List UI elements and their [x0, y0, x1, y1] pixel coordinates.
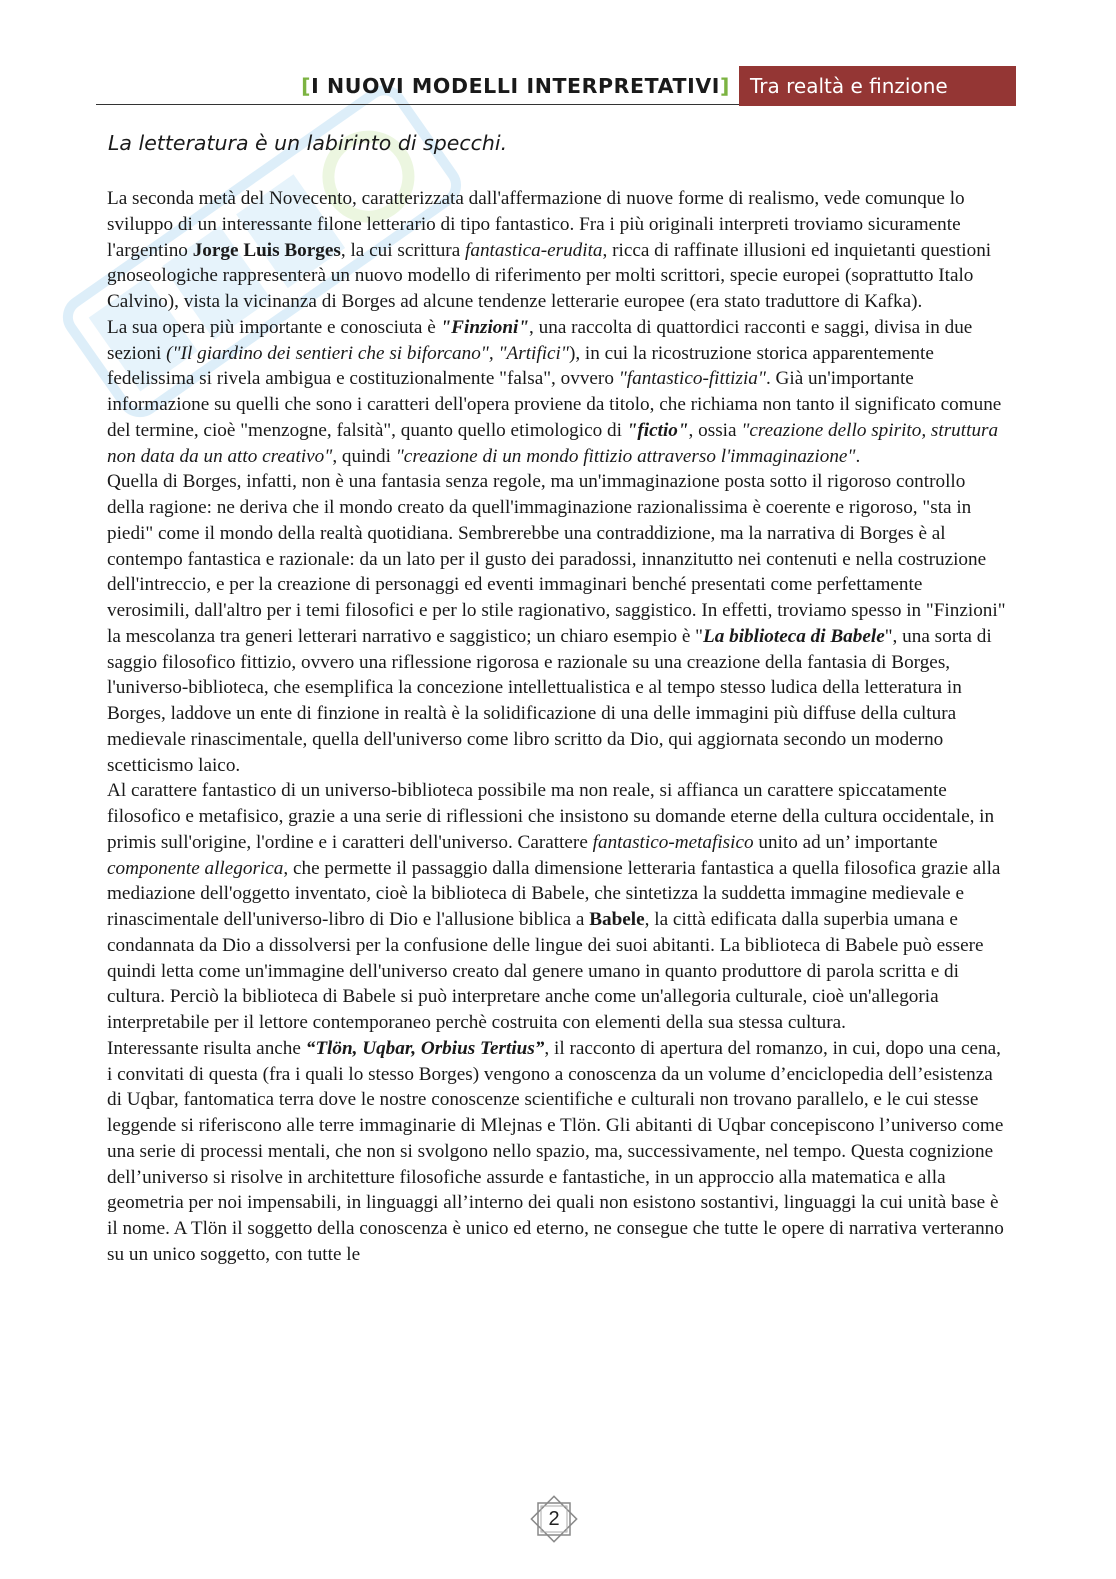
bracket-open: [	[301, 74, 312, 98]
text-run: . Già un'importante informazione su quelli che sono i caratteri dell'opera proviene da titolo, che richiama non tanto il significato comune del termine, cioè "menzogne, falsità", quanto quello etimologico di	[107, 368, 1002, 441]
text-run: componente allegorica	[107, 857, 284, 879]
text-run: fantastico-metafisico	[592, 831, 754, 853]
body-paragraph	[107, 1036, 1007, 1268]
text-run: La seconda metà del Novecento, caratterizzata dall'affermazione di nuove forme di realismo, vede comunque lo sviluppo di un interessante filone letterario di tipo fantastico. Fra i più originali interpreti troviamo sicuramente l'argentino	[107, 188, 965, 261]
text-run: , la città edificata dalla superbia umana e condannata da Dio a dissolversi per la confusione delle lingue dei suoi abitanti. La biblioteca di Babele può essere quindi letta come un'immagine dell'universo creato dal genere umano in quanto produttore di parola scritta e di cultura. Perciò la biblioteca di Babele si può interpretare anche come un'allegoria culturale, cioè un'allegoria interpretabile per il lettore contemporaneo perchè costruita con elementi della sua stessa cultura.	[107, 909, 984, 1033]
page-header	[96, 66, 1016, 106]
text-run: Quella di Borges, infatti, non è una fantasia senza regole, ma un'immaginazione posta sotto il rigoroso controllo della ragione: ne deriva che il mondo creato da quell'immaginazione razionalissima è coerente e rigoroso, "sta in piedi" come il mondo della realtà quotidiana. Sembrerebbe una contraddizione, ma la narrativa di Borges è al contempo fantastica e razionale: da un lato per il gusto dei paradossi, innanzitutto nei contenuti e nella costruzione dell'intreccio, e per la creazione di personaggi ed eventi immaginari benché presentati come perfettamente verosimili, dall'altro per i temi filosofici e per lo stile ragionativo, saggistico. In effetti, troviamo spesso in "Finzioni" la mescolanza tra generi letterari narrativo e saggistico; un chiaro esempio è "	[107, 471, 1006, 647]
chapter-title: Tra realtà e finzione	[739, 66, 1016, 106]
text-run: Babele	[589, 909, 645, 930]
text-run: .	[855, 445, 861, 467]
text-run: "Finzioni"	[440, 316, 530, 338]
section-title-text: I NUOVI MODELLI INTERPRETATIVI	[311, 74, 721, 98]
text-run: La biblioteca di Babele	[703, 625, 885, 647]
page-number-badge	[525, 1490, 583, 1548]
text-run: "fantastico-fittizia"	[618, 368, 766, 390]
header-rule	[96, 104, 739, 105]
bracket-close: ]	[720, 74, 730, 98]
text-run: "creazione di un mondo fittizio attraverso l'immaginazione"	[395, 445, 856, 467]
body-paragraph	[107, 186, 1007, 315]
text-run: , che permette il passaggio dalla dimensione letteraria fantastica a quella filosofica grazie alla mediazione dell'oggetto inventato, cioè la biblioteca di Babele, che sintetizza la suddetta immagine medievale e rinascimentale dell'universo-libro di Dio e l'allusione biblica a	[107, 857, 1001, 930]
text-run: ), in cui la ricostruzione storica apparentemente fedelissima si rivela ambigua e costituzionalmente "falsa", ovvero	[107, 342, 934, 390]
text-run: , quindi	[332, 445, 396, 467]
page-number: 2	[548, 1508, 560, 1530]
body-paragraph	[107, 315, 1007, 470]
text-run: Al carattere fantastico di un universo-biblioteca possibile ma non reale, si affianca un carattere spiccatamente filosofico e metafisico, grazie a una serie di riflessioni che insistono su domande eterne della cultura occidentale, in primis sull'origine, l'ordine e i caratteri dell'universo. Carattere	[107, 780, 995, 853]
section-title	[301, 74, 730, 98]
text-run: ("Il giardino dei sentieri che si biforcano", "Artifici"	[166, 342, 569, 364]
text-run: , il racconto di apertura del romanzo, in cui, dopo una cena, i convitati di questa (fra i quali lo stesso Borges) vengono a conoscenza da un volume d’enciclopedia dell’esistenza di Uqbar, fantomatica terra dove le nostre conoscenze scientifiche e culturali non trovano parallelo, e le cui stesse leggende si riferiscono alle terre immaginarie di Mlejnas e Tlön. Gli abitanti di Uqbar concepiscono l’universo come una serie di processi mentali, che non si svolgono nello spazio, ma, successivamente, nel tempo. Questa cognizione dell’universo si risolve in architetture filosofiche assurde e fantastiche, in un approccio alla matematica e alla geometria per noi impensabili, in linguaggi all’interno dei quali non esistono sostantivi, linguaggi la cui unità base è il nome. A Tlön il soggetto della conoscenza è unico ed eterno, ne consegue che tutte le opere di narrativa verteranno su un unico soggetto, con tutte le	[107, 1037, 1004, 1265]
text-run: , ossia	[688, 419, 742, 441]
text-run: fantastica-erudita	[465, 239, 603, 261]
text-run: La sua opera più importante e conosciuta è	[107, 316, 441, 338]
page-title: La letteratura è un labirinto di specchi.	[108, 131, 508, 155]
text-run: , ricca di raffinate illusioni ed inquietanti questioni gnoseologiche rappresenterà un nuovo modello di riferimento per molti scrittori, specie europei (soprattutto Italo Calvino), vista la vicinanza di Borges ad alcune tendenze letterarie europee (era stato traduttore di Kafka).	[107, 239, 992, 312]
text-run: ", una sorta di saggio filosofico fittizio, ovvero una riflessione rigorosa e razionale su una creazione della fantasia di Borges, l'universo-biblioteca, che esemplifica la concezione intellettualistica e al tempo stesso ludica della letteratura in Borges, laddove un ente di finzione in realtà è la solidificazione di una delle immagini più diffuse della cultura medievale rinascimentale, quella dell'universo come libro scritto da Dio, qui aggiornata secondo un moderno scetticismo laico.	[107, 625, 992, 776]
body-paragraph	[107, 778, 1007, 1036]
body-paragraph	[107, 469, 1007, 778]
text-run: "creazione dello spirito, struttura non data da un atto creativo"	[107, 419, 999, 467]
text-run: Interessante risulta anche	[107, 1037, 306, 1059]
body-text	[107, 186, 1007, 1268]
text-run: "fictio"	[626, 419, 689, 441]
text-run: , la cui scrittura	[340, 239, 466, 261]
text-run: Jorge Luis Borges	[192, 239, 341, 261]
text-run: unito ad un’ importante	[753, 831, 938, 853]
text-run: , una raccolta di quattordici racconti e saggi, divisa in due sezioni	[107, 316, 973, 364]
text-run: “Tlön, Uqbar, Orbius Tertius”	[305, 1037, 545, 1059]
